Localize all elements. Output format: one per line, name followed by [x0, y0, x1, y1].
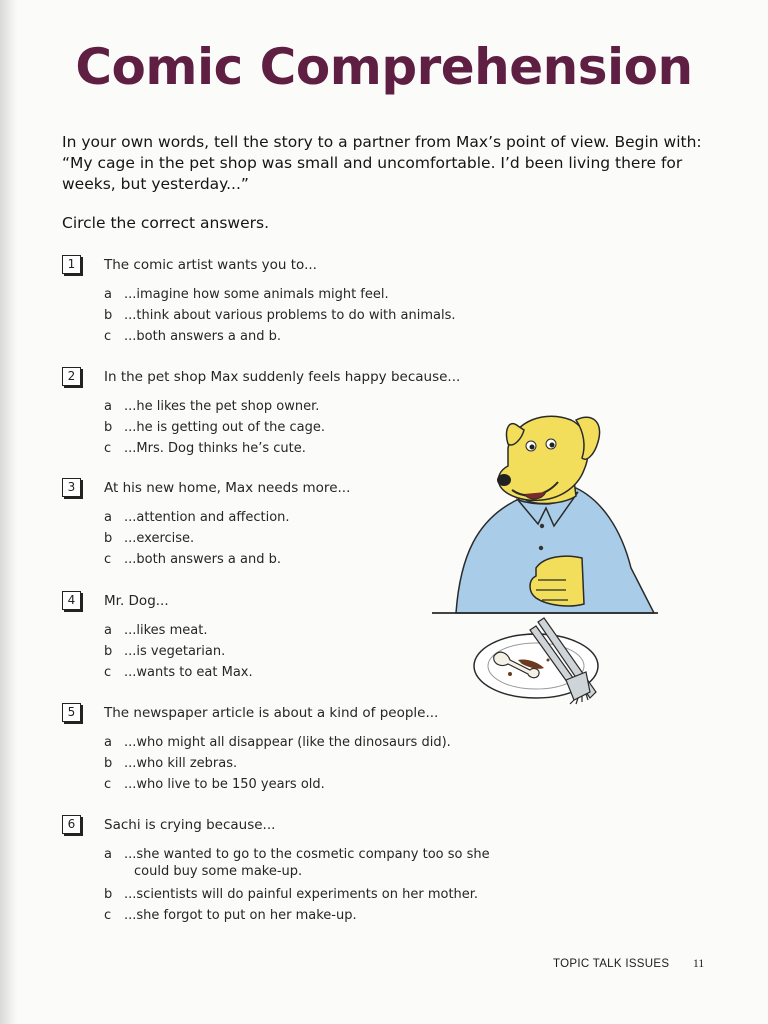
option-text: ...he is getting out of the cage.	[124, 420, 326, 435]
option-text: ...scientists will do painful experiments on her mother.	[124, 887, 479, 902]
page-number: 11	[693, 958, 705, 970]
question-text: At his new home, Max needs more...	[104, 480, 351, 496]
intro-paragraph: In your own words, tell the story to a partner from Max’s point of view. Begin with: “My cage in the pet shop was small and uncomfortable. I’d been living there for weeks, but yesterday...”	[62, 133, 702, 193]
option-letter: b	[104, 644, 113, 659]
option-letter: b	[104, 531, 113, 546]
option-text: ...who kill zebras.	[124, 756, 238, 771]
option-text: ...is vegetarian.	[124, 644, 226, 659]
question-text: In the pet shop Max suddenly feels happy because...	[104, 369, 461, 385]
option-text: ...Mrs. Dog thinks he’s cute.	[124, 441, 306, 456]
option-letter: c	[104, 665, 112, 680]
footer-book-title: TOPIC TALK ISSUES	[553, 958, 670, 970]
question-text: The newspaper article is about a kind of people...	[104, 705, 439, 721]
option-text: ...who might all disappear (like the dinosaurs did).	[124, 735, 451, 750]
option-text: ...imagine how some animals might feel.	[124, 287, 389, 302]
option-letter: c	[104, 441, 112, 456]
option-letter: a	[104, 399, 112, 414]
question-text: Mr. Dog...	[104, 593, 169, 609]
option-text: ...he likes the pet shop owner.	[124, 399, 320, 414]
question-number-box: 4	[62, 591, 81, 610]
page-edge-shadow	[0, 0, 18, 1024]
page-title: Comic Comprehension	[75, 38, 693, 96]
option-letter: b	[104, 420, 113, 435]
option-text: ...who live to be 150 years old.	[124, 777, 325, 792]
option-letter: c	[104, 552, 112, 567]
option-letter: a	[104, 510, 112, 525]
option-text: ...likes meat.	[124, 623, 208, 638]
question-text: The comic artist wants you to...	[104, 257, 317, 273]
option-letter: c	[104, 777, 112, 792]
option-text: ...both answers a and b.	[124, 329, 282, 344]
question-number-box: 3	[62, 478, 81, 497]
option-letter: a	[104, 735, 112, 750]
question-number-box: 5	[62, 703, 81, 722]
question-number-box: 2	[62, 367, 81, 386]
option-letter: b	[104, 887, 113, 902]
option-text: ...both answers a and b.	[124, 552, 282, 567]
question-number-box: 1	[62, 255, 81, 274]
question-text: Sachi is crying because...	[104, 817, 276, 833]
question-number-box: 6	[62, 815, 81, 834]
option-text: ...wants to eat Max.	[124, 665, 253, 680]
option-letter: c	[104, 908, 112, 923]
instruction-text: Circle the correct answers.	[62, 214, 270, 232]
option-text: ...she forgot to put on her make-up.	[124, 908, 357, 923]
dog-at-table-icon	[426, 408, 666, 708]
option-letter: a	[104, 287, 112, 302]
option-letter: a	[104, 847, 112, 862]
option-letter: b	[104, 756, 113, 771]
option-text: ...attention and affection.	[124, 510, 290, 525]
option-letter: c	[104, 329, 112, 344]
option-text-continued: could buy some make-up.	[134, 864, 303, 879]
option-letter: b	[104, 308, 113, 323]
option-text: ...exercise.	[124, 531, 195, 546]
option-text: ...she wanted to go to the cosmetic company too so she	[124, 847, 490, 862]
option-letter: a	[104, 623, 112, 638]
option-text: ...think about various problems to do with animals.	[124, 308, 456, 323]
